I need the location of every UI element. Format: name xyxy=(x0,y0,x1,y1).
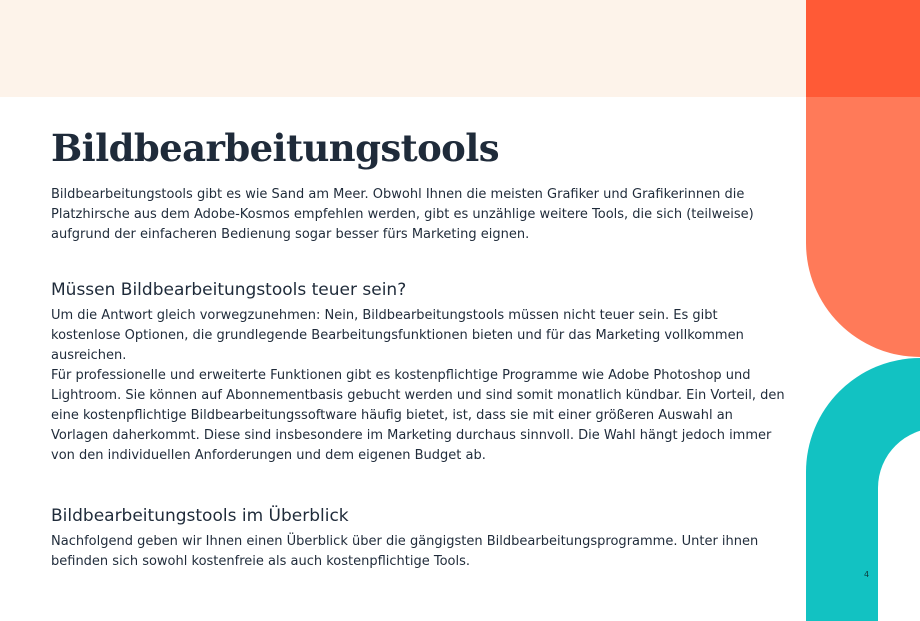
document-content xyxy=(51,124,791,572)
intro-paragraph: Bildbearbeitungstools gibt es wie Sand am Meer. Obwohl Ihnen die meisten Grafiker und Grafikerinnen die Platzhirsche aus dem Adobe-Kosmos empfehlen werden, gibt es unzählige weitere Tools, die sich (teilweise) aufgrund der einfacheren Bedienung sogar besser fürs Marketing eignen. xyxy=(51,187,754,242)
section-heading-cost: Müssen Bildbearbeitungstools teuer sein? xyxy=(51,280,407,300)
section-heading-overview: Bildbearbeitungstools im Überblick xyxy=(51,506,349,526)
section-cost-paragraph-2: Für professionelle und erweiterte Funktionen gibt es kostenpflichtige Programme wie Adobe Photoshop und Lightroom. Sie können auf Abonnementbasis gebucht werden und sind somit monatlich kündbar. Ein Vorteil, den eine kostenpflichtige Bildbearbeitungssoftware häufig bietet, ist, dass sie mit einer größeren Auswahl an Vorlagen daherkommt. Diese sind insbesondere im Marketing durchaus sinnvoll. Die Wahl hängt jedoch immer von den individuellen Anforderungen und dem eigenen Budget ab. xyxy=(51,368,785,463)
red-block xyxy=(806,0,920,97)
decorative-shapes xyxy=(806,0,920,621)
section-overview-paragraph: Nachfolgend geben wir Ihnen einen Überblick über die gängigsten Bildbearbeitungsprogramme. Unter ihnen befinden sich sowohl kostenfreie als auch kostenpflichtige Tools. xyxy=(51,534,759,569)
section-cost-paragraph-1: Um die Antwort gleich vorwegzunehmen: Nein, Bildbearbeitungstools müssen nicht teuer sein. Es gibt kostenlose Optionen, die grundlegende Bearbeitungsfunktionen bieten und für das Marketing vollkommen ausreichen. xyxy=(51,308,744,363)
page-title: Bildbearbeitungstools xyxy=(51,126,499,170)
page-number: 4 xyxy=(864,570,870,579)
salmon-arc xyxy=(806,97,920,357)
header-band xyxy=(0,0,806,97)
